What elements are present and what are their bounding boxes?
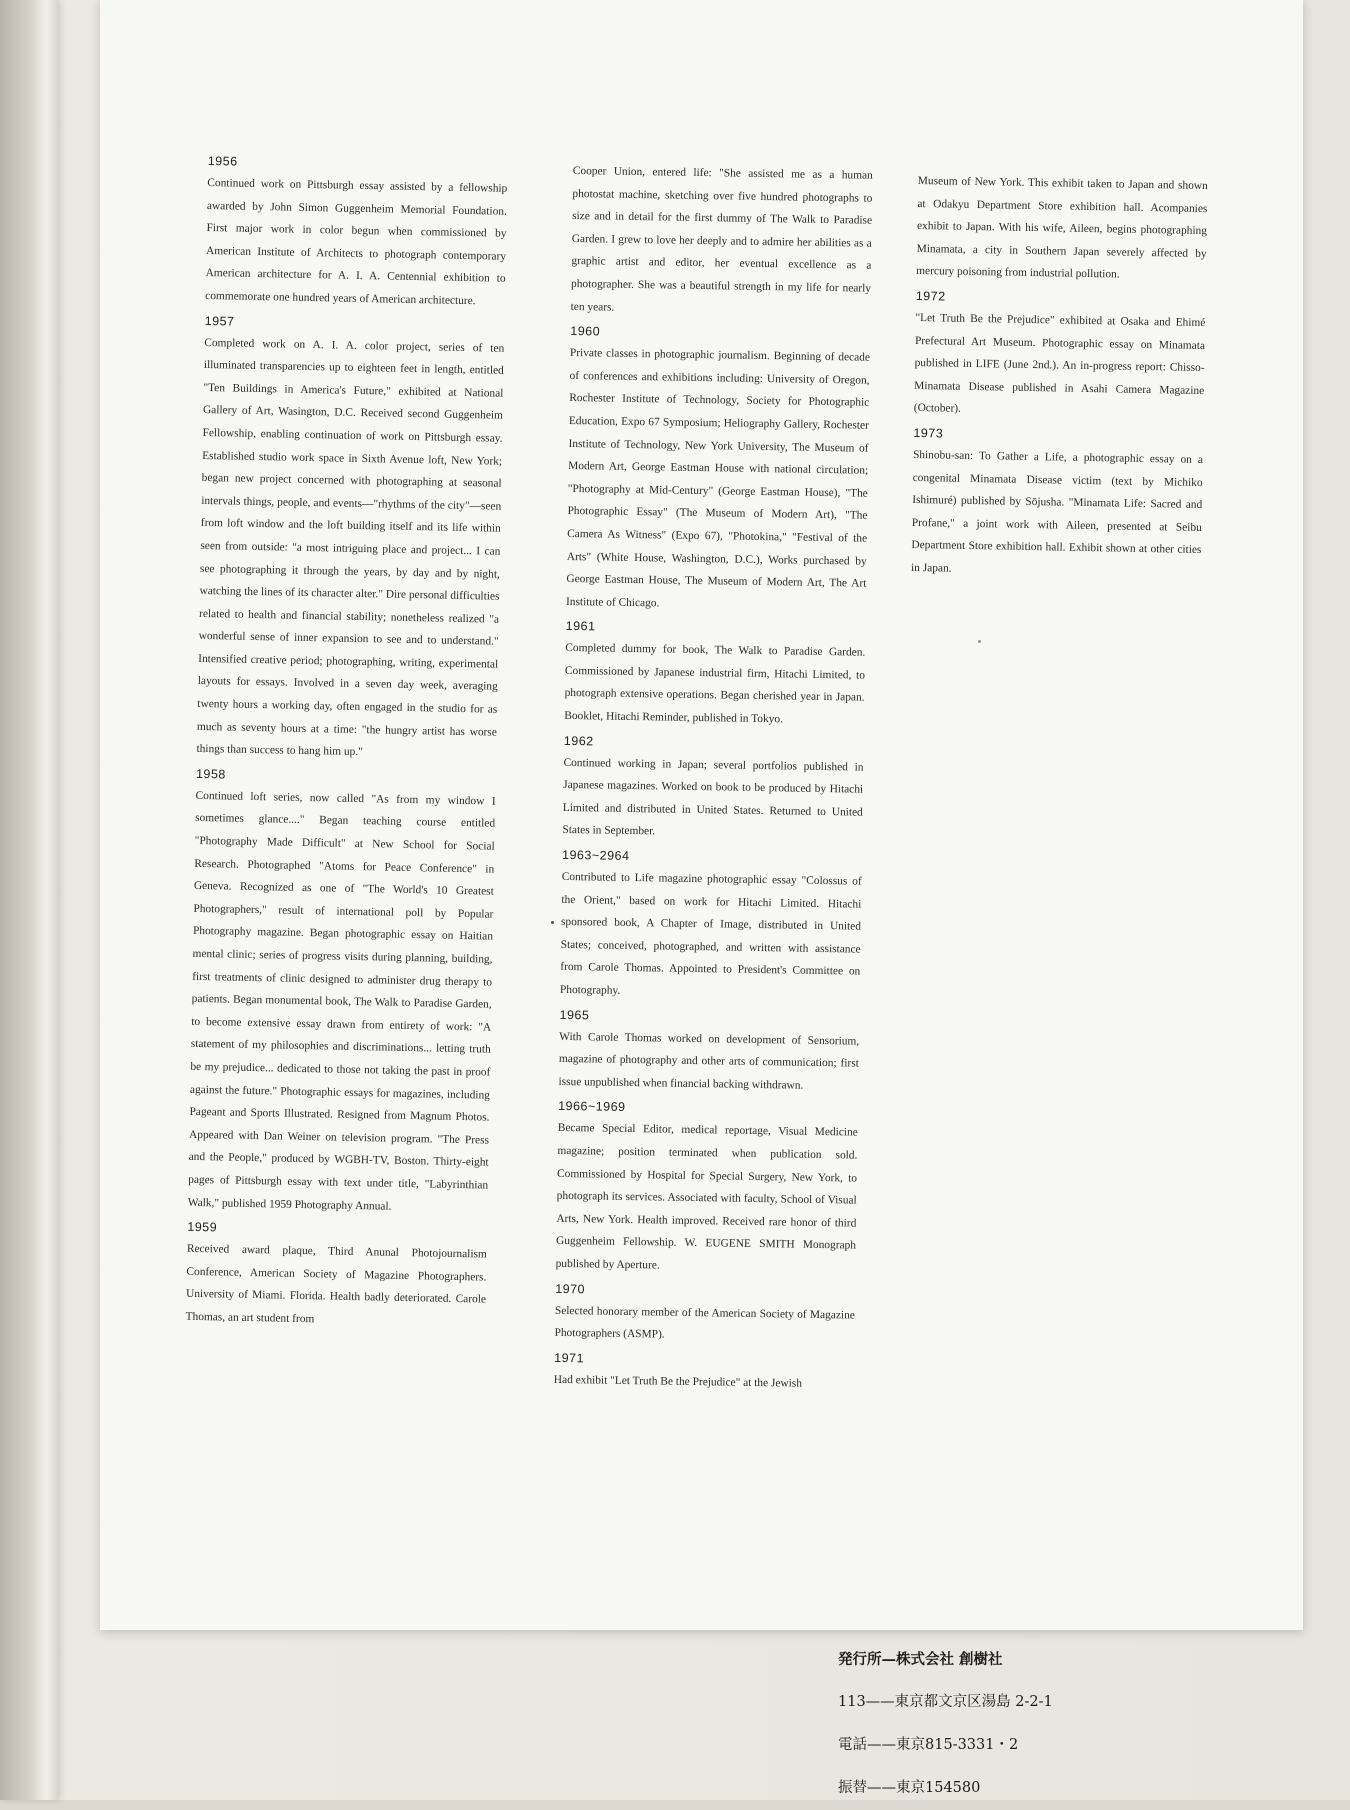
chronology-entry [914, 285, 1206, 425]
dust-speck [978, 640, 981, 643]
chronology-entry [196, 310, 505, 767]
entry-text: Private classes in photographic journalism. Beginning of decade of conferences and exhibitions including: University of Oregon, Rochester Institute of Technology, Society for Photographic Education, Expo 67 Symposium; Heliography Gallery, Rochester Institute of Technology, New York University, The Museum of Modern Art, George Eastman House with national circulation; "Photography at Mid-Century" (George Eastman House), "The Photographic Essay" (The Museum of Modern Art), "The Camera As Witness" (Expo 67), "Photokina," "Festival of the Arts" (White House, Washington, D.C.), Works purchased by George Eastman House, The Museum of Modern Art, The Art Institute of Chicago. [565, 347, 871, 610]
chronology-entry [558, 1003, 859, 1097]
entry-text: Continued loft series, now called "As from my window I sometimes glance...." Began teaching course entitled "Photography Made Difficult" at New School for Social Research. Photographed "Atoms for Peace Conference" in Geneva. Recognized as one of "The World's 10 Greatest Photographers," result of international poll by Popular Photography magazine. Began photographic essay on Haitian mental clinic; series of progress visits during planning, building, first treatments of clinic designed to administer drug therapy to patients. Began monumental book, The Walk to Paradise Garden, to become extensive essay drawn from entirety of work: "A statement of my philosophies and discriminations... letting truth be my prejudice... dedicated to those not taking the past in proof against the future." Photographic essays for magazines, including Pageant and Sports Illustrated. Resigned from Magnum Photos. Appeared with Dan Weiner on television program. "The Press and the People," produced by WGBH-TV, Boston. Thirty-eight pages of Pittsburgh essay with text under title, "Labyrinthian Walk," published 1959 Photography Annual. [187, 789, 496, 1213]
entry-year: 1957 [204, 313, 235, 329]
entry-text: Cooper Union, entered life: "She assisted me as a human photostat machine, sketching over five hundred photographs to size and in detail for the first dummy of The Walk to Paradise Garden. I grew to love her deeply and to admire her abilities as a graphic artist and editor, her eventual excellence as a photographer. She was a beautiful strength in my life for nearly ten years. [570, 164, 873, 314]
entry-text: Completed dummy for book, The Walk to Paradise Garden. Commissioned by Japanese industrial firm, Hitachi Limited, to photograph extensive operations. Began cherished year in Japan. Booklet, Hitachi Reminder, published in Tokyo. [564, 642, 866, 726]
entry-year: 1958 [195, 766, 226, 782]
entry-year: 1972 [915, 288, 946, 304]
chronology-entry [566, 320, 871, 618]
entry-text: "Let Truth Be the Prejudice" exhibited at Osaka and Ehimé Prefectural Art Museum. Photographic essay on Minamata published in LIFE (June 2nd.). An in-progress report: Chisso-Minamata Disease published in Asahi Camera Magazine (October). [913, 311, 1206, 416]
dust-speck [551, 921, 554, 924]
entry-text: Selected honorary member of the American Society of Magazine Photographers (ASMP). [554, 1304, 855, 1341]
chronology-entry [555, 1095, 858, 1280]
entry-year: 1973 [913, 425, 944, 441]
chronology-column-1 [185, 150, 508, 1336]
chronology-entry [188, 763, 497, 1220]
entry-year: 1963~2964 [561, 847, 630, 864]
chronology-entry [916, 170, 1208, 288]
entry-text: Continued work on Pittsburgh essay assisted by a fellowship awarded by John Simon Guggenheim Memorial Foundation. First major work in color begun when commissioned by American Institute of Architects to photograph contemporary American architecture for A. I. A. Centennial exhibition to commemorate one hundred years of American architecture. [205, 176, 508, 308]
imprint-address: 113——東京都文京区湯島 2-2-1 [838, 1694, 1053, 1710]
chronology-column-2 [554, 160, 873, 1398]
entry-year: 1956 [207, 153, 238, 169]
entry-year: 1971 [554, 1350, 585, 1366]
chronology-column-3 [911, 170, 1208, 586]
entry-text: Museum of New York. This exhibit taken to Japan and shown at Odakyu Department Store exhibition hall. Acompanies exhibit to Japan. With his wife, Aileen, begins photographing Minamata, a city in Southern Japan severely affected by mercury poisoning from industrial pollution. [916, 174, 1208, 281]
imprint-publisher: 発行所—株式会社 創樹社 [838, 1651, 1003, 1668]
entry-year: 1960 [570, 324, 601, 339]
publisher-imprint [838, 1638, 1298, 1810]
entry-text: Became Special Editor, medical reportage, Visual Medicine magazine; position terminated when publication sold. Commissioned by Hospital for Special Surgery, New York, to photograph its services. Associated with faculty, School of Visual Arts, New York. Health improved. Received rare honor of third Guggenheim Fellowship. W. EUGENE SMITH Monograph published by Aperture. [555, 1122, 858, 1272]
chronology-entry [562, 730, 864, 847]
binder-edge [0, 0, 58, 1800]
entry-text: Contributed to Life magazine photographic essay "Colossus of the Orient," based on work for Hitachi Limited. Hitachi sponsored book, A Chapter of Image, distributed in United States; conceived, photographed, and written with assistance from Carole Thomas. Appointed to President's Committee on Photography. [559, 870, 862, 997]
chronology-entry [571, 160, 873, 323]
chronology-entry [554, 1347, 855, 1396]
entry-year: 1961 [565, 619, 596, 634]
entry-text: Continued working in Japan; several portfolios published in Japanese magazines. Worked on book to be produced by Hitachi Limited and distributed in United States. Returned to United States in September. [562, 756, 864, 838]
imprint-phone: 電話——東京815-3331・2 [838, 1737, 1019, 1753]
entry-year: 1959 [187, 1219, 218, 1235]
chronology-entry [554, 1277, 855, 1349]
imprint-transfer: 振替——東京154580 [838, 1780, 981, 1796]
entry-year: 1966~1969 [558, 1099, 626, 1115]
chronology-entry [560, 844, 862, 1006]
entry-year: 1965 [559, 1007, 590, 1022]
entry-text: Received award plaque, Third Anunal Photojournalism Conference, American Society of Magazine Photographers. University of Miami. Florida. Health badly deteriorated. Carole Thomas, an art student from [185, 1242, 487, 1326]
chronology-entry [911, 422, 1204, 585]
entry-year: 1970 [555, 1281, 586, 1296]
entry-text: Completed work on A. I. A. color project, series of ten illuminated transparencies up to eighteen feet in length, entitled "Ten Buildings in America's Future," exhibited at National Gallery of Art, Wasington, D.C. Received second Guggenheim Fellowship, enabling continuation of work on Pittsburgh essay. Established studio work space in Sixth Avenue loft, New York; began new project concerned with photographing at seasonal intervals things, people, and events—"rhythms of the city"—seen from loft window and the loft building itself and its life within seen from outside: "a most intriguing place and project... I can see photographing it through the years, by day and by night, watching the lines of its character alter." Dire personal difficulties related to health and financial stability; nonetheless realized "a wonderful sense of inner expansion to see and to understand." Intensified creative period; photographing, writing, experimental layouts for essays. Involved in a seven day week, averaging twenty hours a working day, often engaged in the studio for as much as seventy hours at a time: "the hungry artist has worse things than success to hang him up." [196, 336, 505, 759]
entry-text: With Carole Thomas worked on development of Sensorium, magazine of photography and other arts of communication; first issue unpublished when financial backing withdrawn. [558, 1030, 860, 1092]
entry-text: Shinobu-san: To Gather a Life, a photographic essay on a congenital Minamata Disease victim (text by Michiko Ishimuré) published by Sōjusha. "Minamata Life: Sacred and Profane," a joint work with Aileen, presented at Seibu Department Store exhibition hall. Exhibit shown at other cities in Japan. [910, 448, 1204, 575]
chronology-entry [564, 615, 866, 732]
entry-year: 1962 [563, 733, 594, 749]
entry-text: Had exhibit "Let Truth Be the Prejudice" at the Jewish [553, 1373, 803, 1390]
chronology-entry [205, 150, 508, 313]
chronology-entry [185, 1216, 487, 1334]
